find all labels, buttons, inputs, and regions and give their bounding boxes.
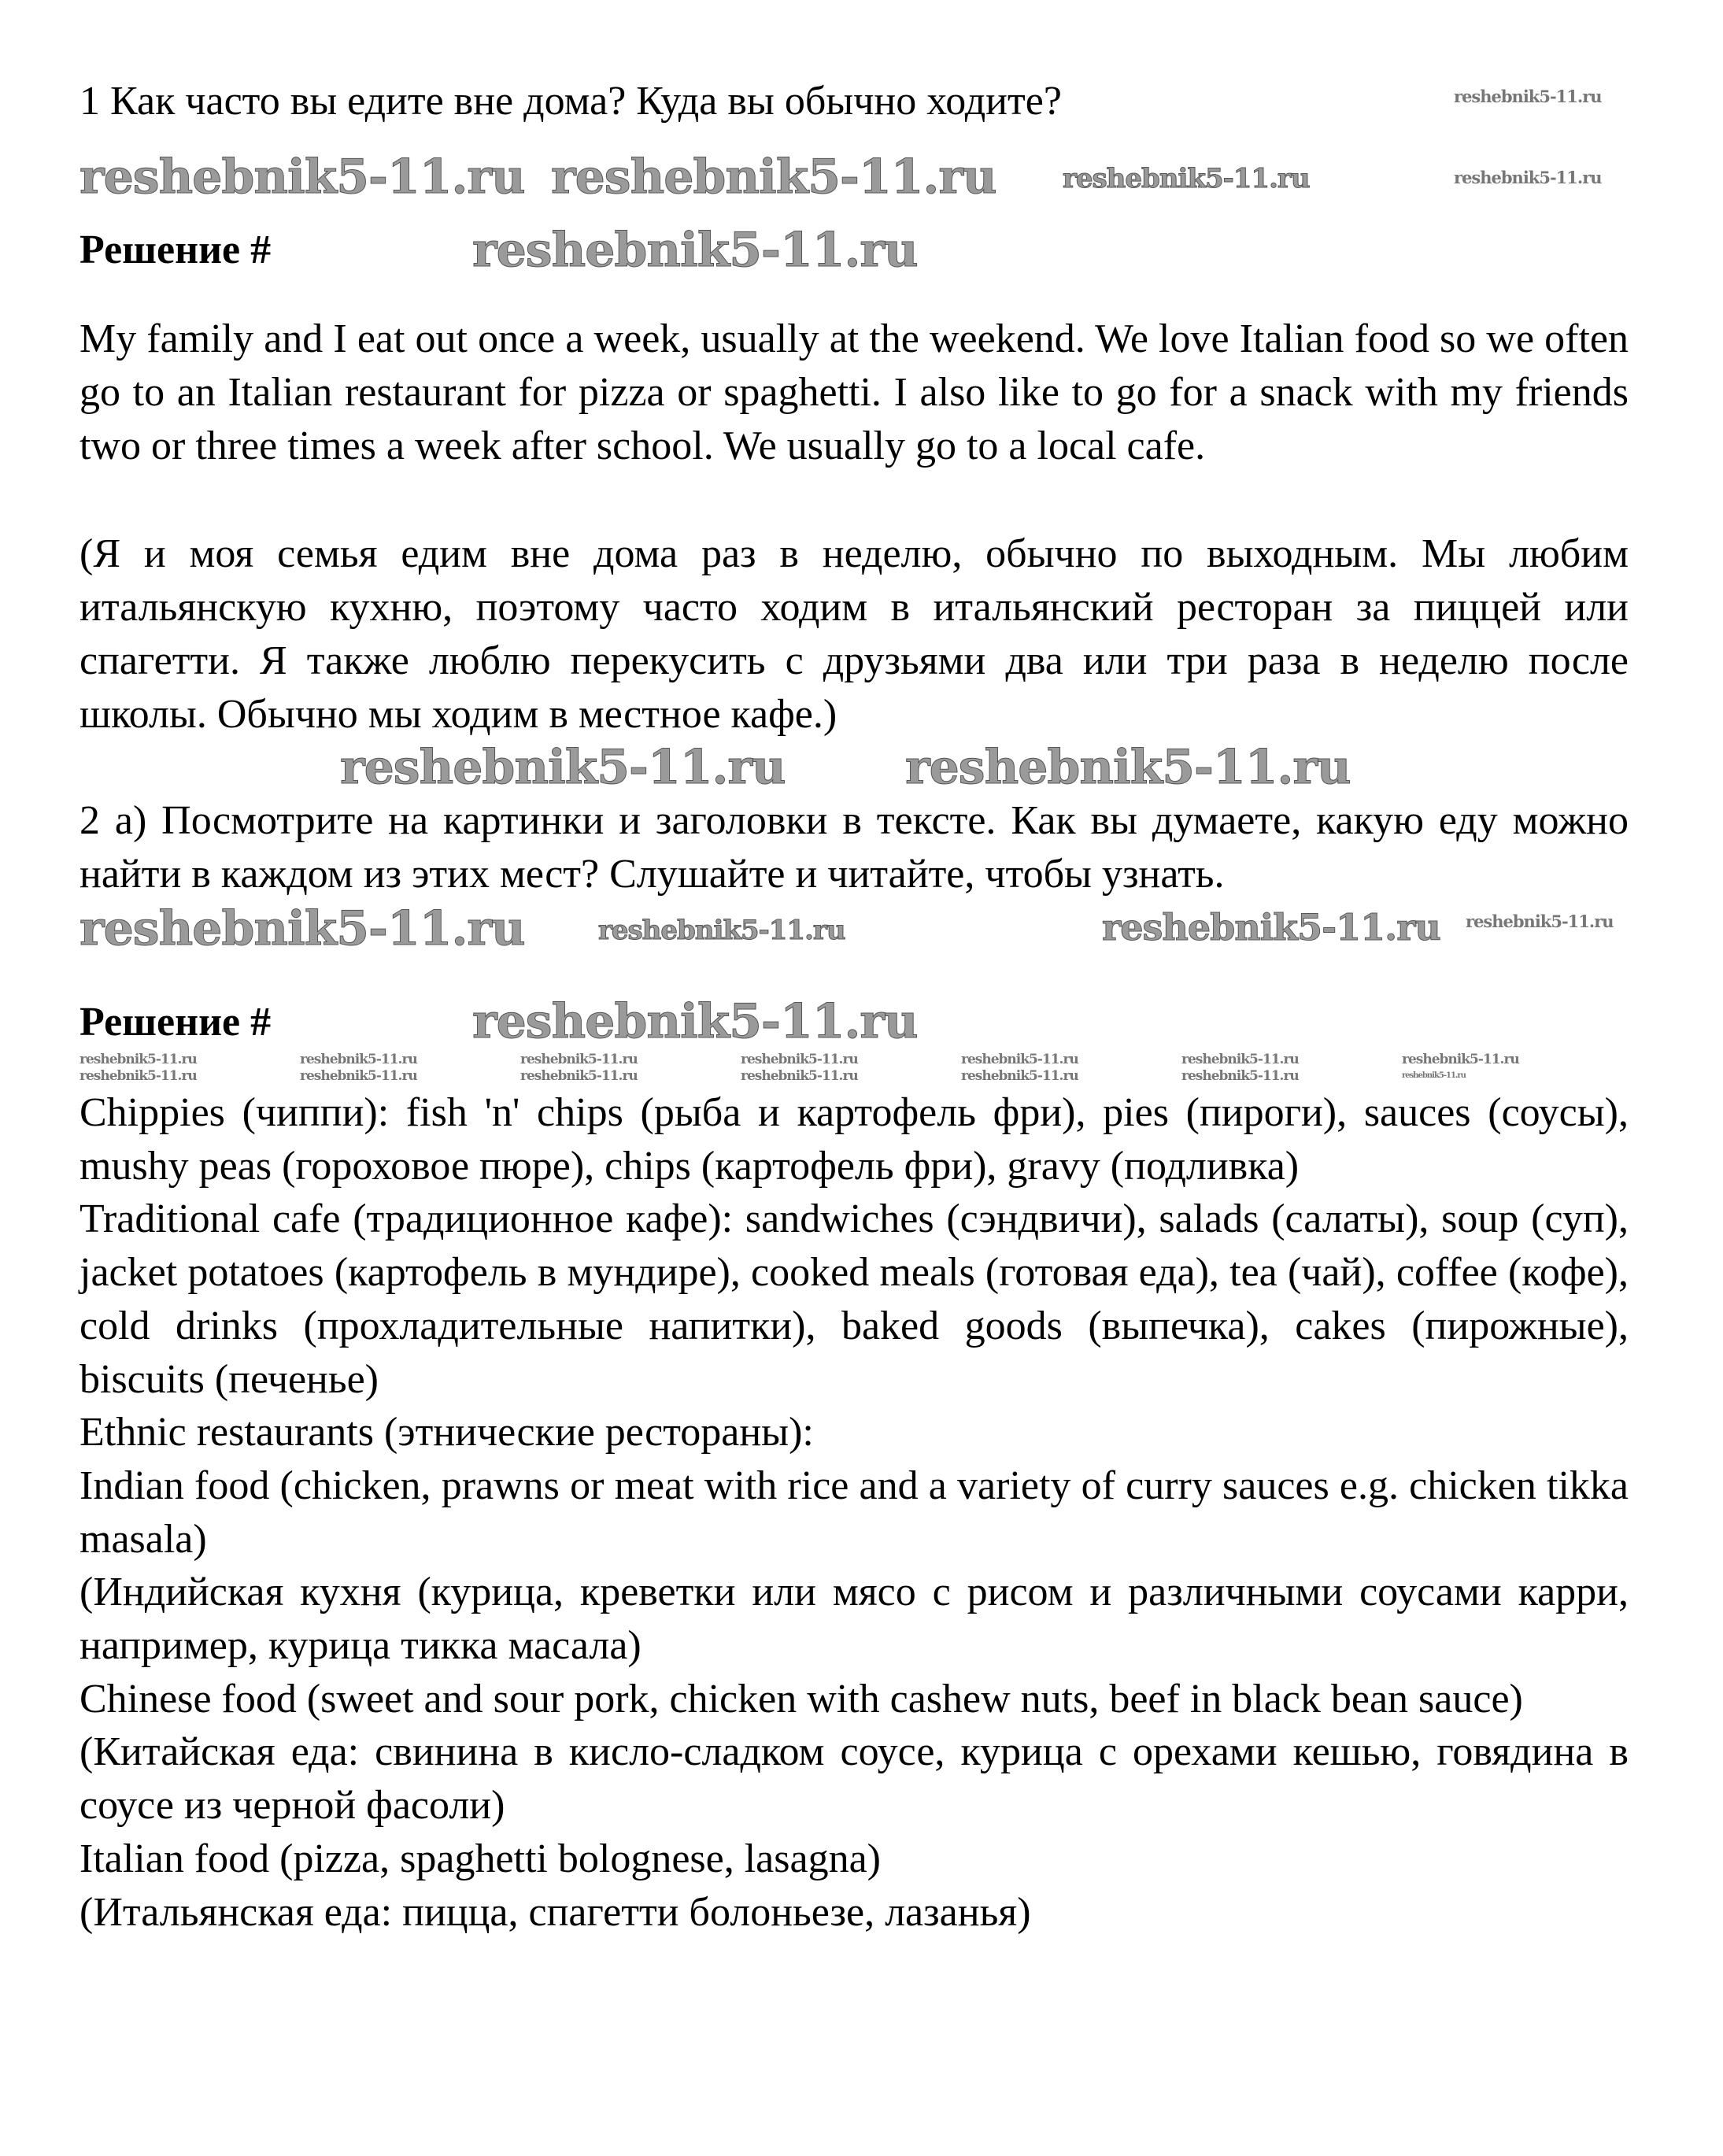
watermark: reshebnik5-11.ru bbox=[79, 901, 525, 956]
answer-paragraph: (Китайская еда: свинина в кисло-сладком соусе, курица с орехами кешью, говядина в соусе из черной фасоли) bbox=[79, 1729, 1629, 1829]
answer-paragraph: Chippies (чиппи): fish 'n' chips (рыба и картофель фри), pies (пироги), sauces (соусы), mushy peas (гороховое пюре), chips (картофель фри), gravy (подливка) bbox=[79, 1090, 1629, 1189]
watermark: reshebnik5-11.ru bbox=[1181, 1052, 1299, 1067]
watermark: reshebnik5-11.ru bbox=[1466, 912, 1614, 931]
watermark: reshebnik5-11.ru bbox=[741, 1068, 858, 1084]
watermark: reshebnik5-11.ru bbox=[1063, 163, 1310, 194]
answer-paragraph: Italian food (pizza, spaghetti bolognese, lasagna) bbox=[79, 1836, 881, 1881]
answer-paragraph: Traditional cafe (традиционное кафе): sandwiches (сэндвичи), salads (салаты), soup (суп), jacket potatoes (картофель в мундире), cooked meals (готовая еда), tea (чай), coffee (кофе), cold drinks (прохладительные напитки), baked goods (выпечка), cakes (пирожные), biscuits (печенье) bbox=[79, 1196, 1629, 1402]
answer-2 bbox=[79, 1086, 1629, 1939]
watermark: reshebnik5-11.ru bbox=[1454, 168, 1602, 187]
watermark: reshebnik5-11.ru bbox=[551, 150, 996, 205]
watermark: reshebnik5-11.ru bbox=[1402, 1071, 1466, 1080]
watermark: reshebnik5-11.ru bbox=[300, 1068, 417, 1084]
answer-paragraph: Indian food (chicken, prawns or meat with rice and a variety of curry sauces e.g. chicken tikka masala) bbox=[79, 1463, 1629, 1562]
watermark: reshebnik5-11.ru bbox=[79, 1068, 197, 1084]
watermark: reshebnik5-11.ru bbox=[472, 223, 918, 278]
question-1: 1 Как часто вы едите вне дома? Куда вы обычно ходите? bbox=[79, 79, 1062, 124]
watermark: reshebnik5-11.ru bbox=[741, 1052, 858, 1067]
watermark: reshebnik5-11.ru bbox=[961, 1052, 1078, 1067]
answer-paragraph: (Итальянская еда: пицца, спагетти болоньезе, лазанья) bbox=[79, 1889, 1031, 1935]
watermark: reshebnik5-11.ru bbox=[598, 915, 845, 946]
watermark: reshebnik5-11.ru bbox=[79, 1052, 197, 1067]
watermark: reshebnik5-11.ru bbox=[340, 740, 786, 795]
watermark: reshebnik5-11.ru bbox=[520, 1068, 638, 1084]
answer-paragraph: Ethnic restaurants (этнические рестораны): bbox=[79, 1410, 814, 1455]
question-2: 2 a) Посмотрите на картинки и заголовки в тексте. Как вы думаете, какую еду можно найти в каждом из этих мест? Слушайте и читайте, чтобы узнать. bbox=[79, 798, 1629, 897]
answer-paragraph: Chinese food (sweet and sour pork, chicken with cashew nuts, beef in black bean sauce) bbox=[79, 1676, 1523, 1721]
answer-1-english: My family and I eat out once a week, usually at the weekend. We love Italian food so we often go to an Italian restaurant for pizza or spaghetti. I also like to go for a snack with my friends two or three times a week after school. We usually go to a local cafe. bbox=[79, 316, 1629, 468]
watermark: reshebnik5-11.ru bbox=[1402, 1052, 1519, 1067]
watermark: reshebnik5-11.ru bbox=[1102, 906, 1440, 949]
solution-heading-1: Решение # bbox=[79, 227, 272, 272]
watermark: reshebnik5-11.ru bbox=[520, 1052, 638, 1067]
watermark: reshebnik5-11.ru bbox=[79, 150, 525, 205]
solution-heading-2: Решение # bbox=[79, 1000, 272, 1045]
watermark: reshebnik5-11.ru bbox=[905, 740, 1351, 795]
answer-1-russian: (Я и моя семья едим вне дома раз в неделю, обычно по выходным. Мы любим итальянскую кухню, поэтому часто ходим в итальянский ресторан за пиццей или спагетти. Я также люблю перекусить с друзьями два или три раза в неделю после школы. Обычно мы ходим в местное кафе.) bbox=[79, 531, 1629, 737]
answer-paragraph: (Индийская кухня (курица, креветки или мясо с рисом и различными соусами карри, например, курица тикка масала) bbox=[79, 1570, 1629, 1669]
watermark: reshebnik5-11.ru bbox=[961, 1068, 1078, 1084]
watermark: reshebnik5-11.ru bbox=[1454, 87, 1602, 106]
watermark: reshebnik5-11.ru bbox=[300, 1052, 417, 1067]
watermark: reshebnik5-11.ru bbox=[1181, 1068, 1299, 1084]
watermark: reshebnik5-11.ru bbox=[472, 994, 918, 1049]
